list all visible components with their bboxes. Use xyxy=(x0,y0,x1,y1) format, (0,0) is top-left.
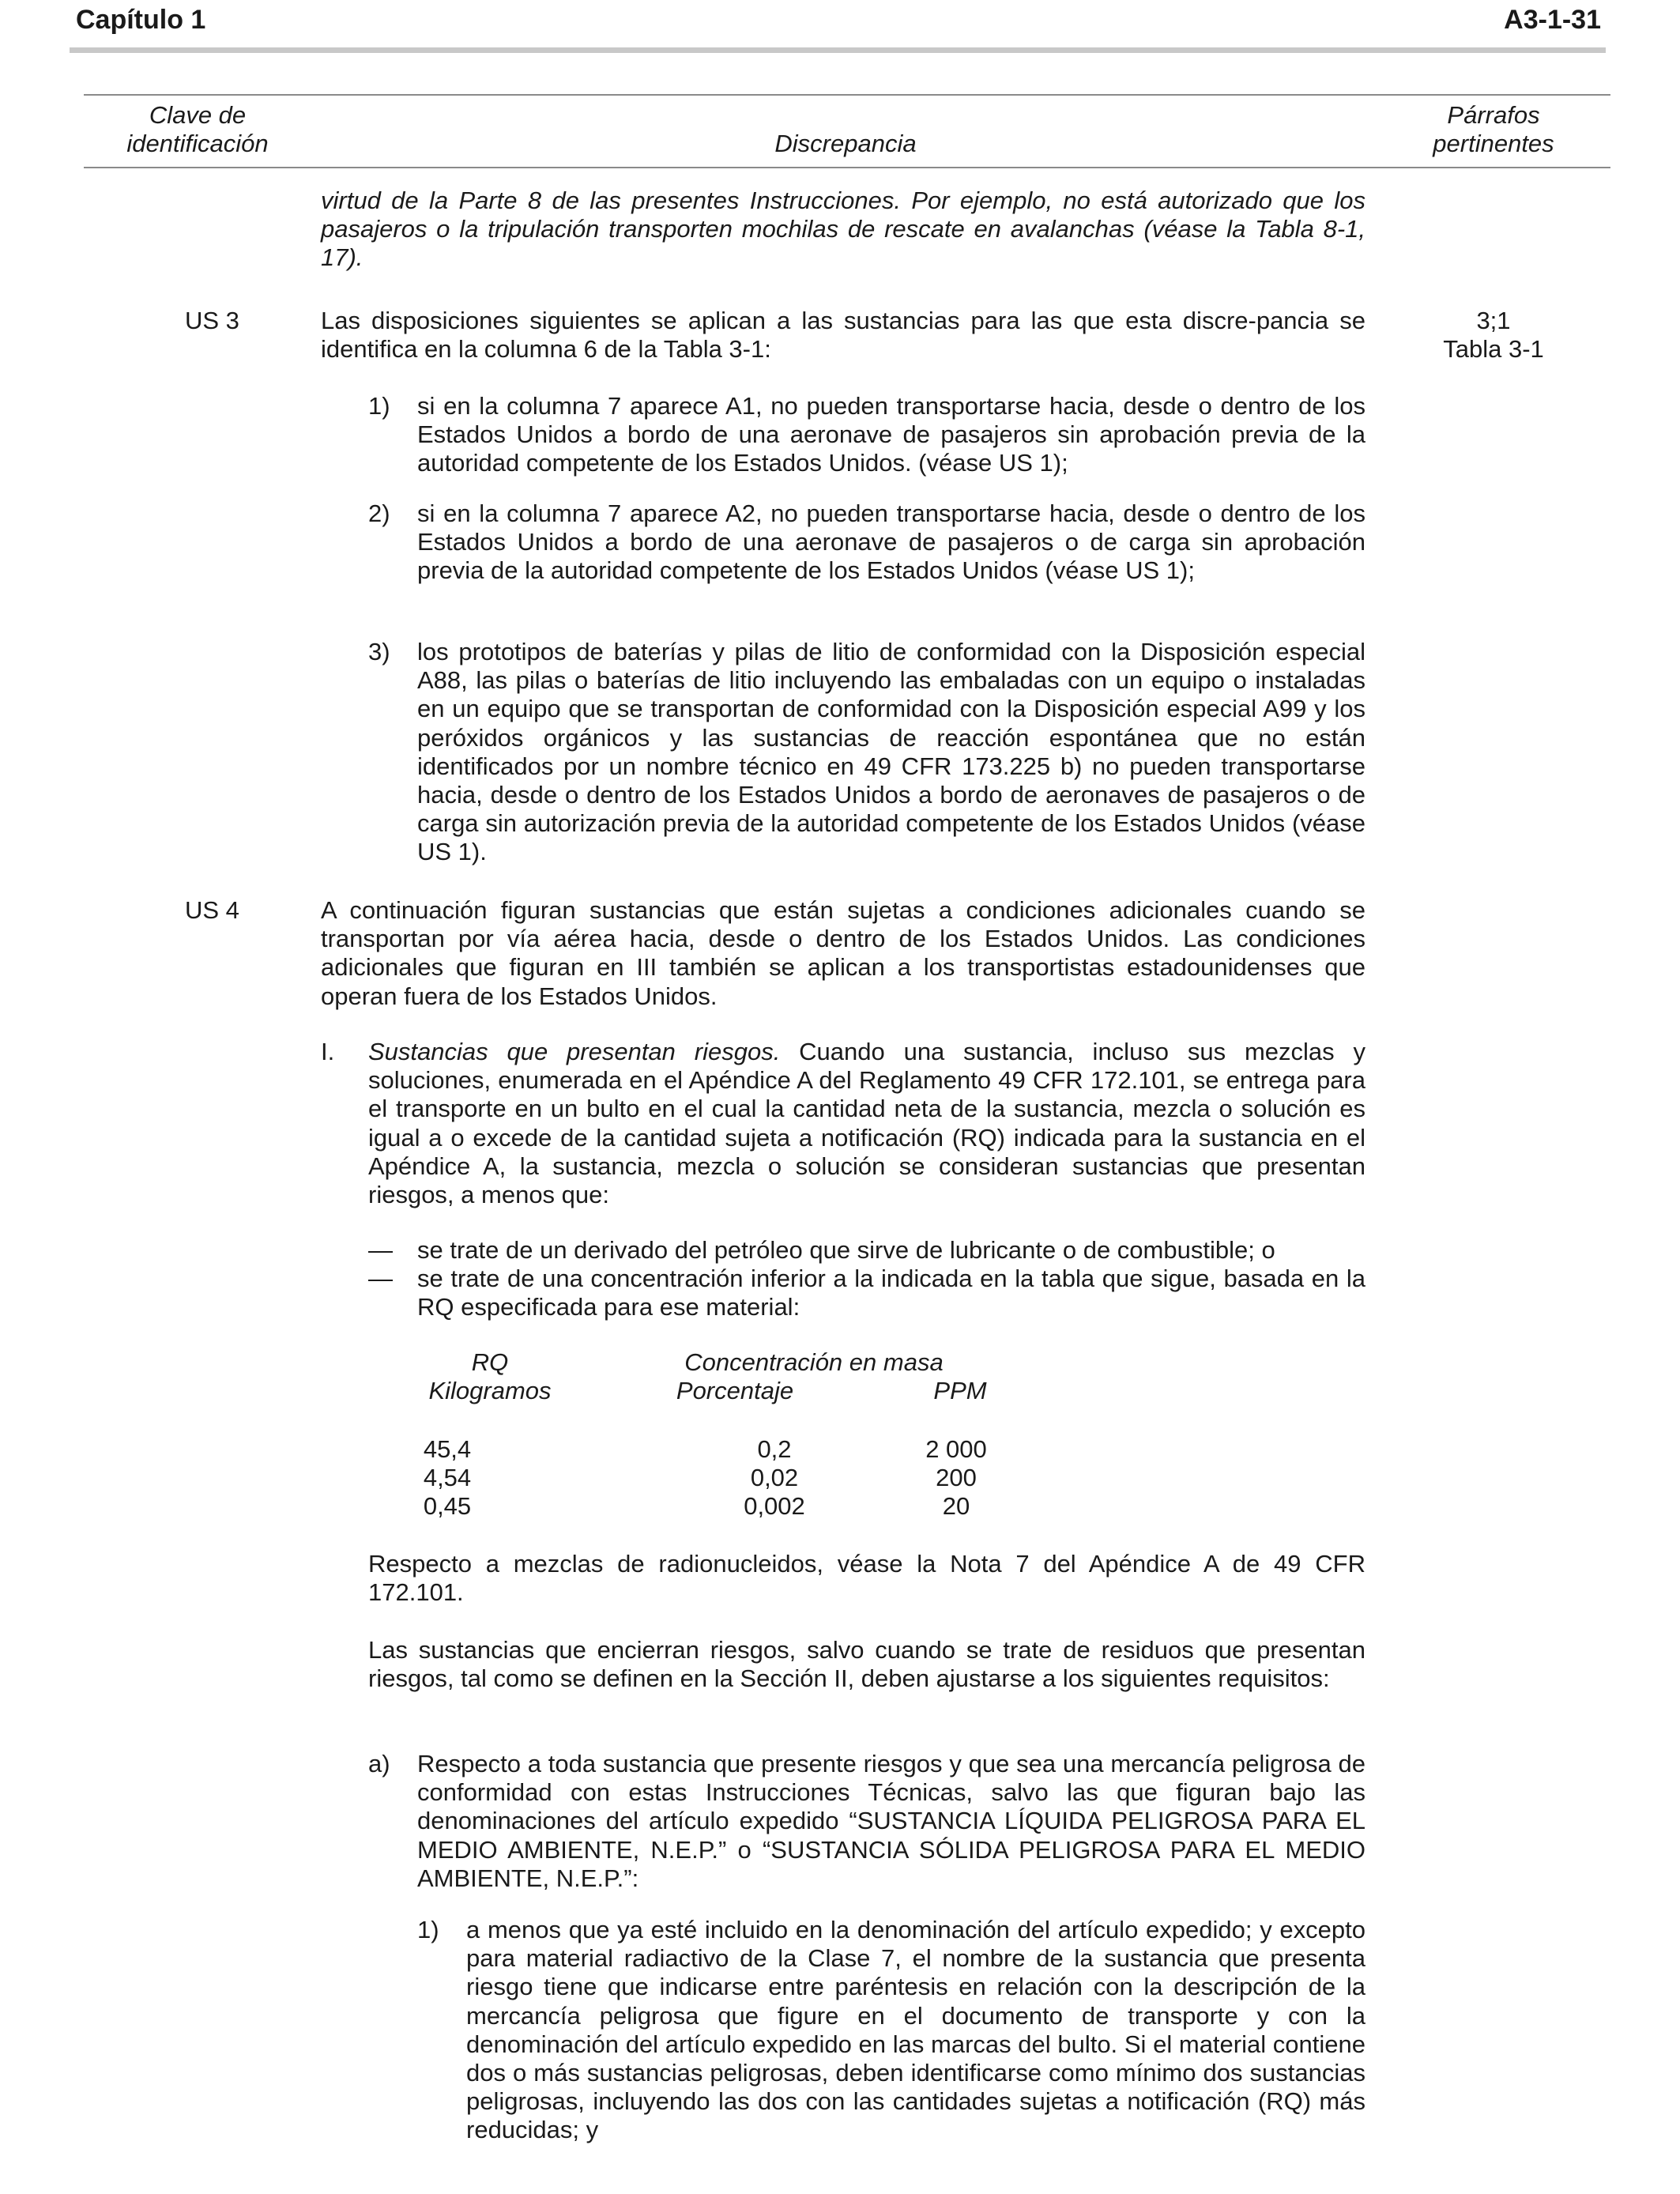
requirements-intro: Las sustancias que encierran riesgos, salvo cuando se trate de residuos que presentan riesgos, tal como se definen en la Sección II, deben ajustarse a los siguientes requisitos: xyxy=(368,1636,1365,1693)
table-cell-percent: 0,002 xyxy=(744,1492,805,1520)
continuation-text: virtud de la Parte 8 de las presentes Instrucciones. Por ejemplo, no está autorizado que los pasajeros o la tripulación transporten mochilas de rescate en avalanchas (véase la Tabla 8-1, 17). xyxy=(321,187,1365,272)
dash-1-text: se trate de un derivado del petróleo que sirve de lubricante o de combustible; o xyxy=(417,1236,1275,1264)
table-cell-ppm: 2 000 xyxy=(925,1435,987,1463)
radionuclides-note: Respecto a mezclas de radionucleidos, véase la Nota 7 del Apéndice A de 49 CFR 172.101. xyxy=(368,1550,1365,1607)
column-heading-discrepancy: Discrepancia xyxy=(774,130,917,157)
running-head-chapter: Capítulo 1 xyxy=(76,5,206,35)
column-heading-key: Clave de identificación xyxy=(126,101,269,157)
key-us3: US 3 xyxy=(185,307,239,334)
us3-item-3-number: 3) xyxy=(368,638,390,665)
table-cell-kg: 45,4 xyxy=(423,1435,472,1463)
table-cell-kg: 4,54 xyxy=(423,1464,472,1491)
item-a1-number: 1) xyxy=(417,1916,439,1943)
table-heading-kg: Kilogramos xyxy=(428,1377,552,1404)
us4-section-I-number: I. xyxy=(321,1038,335,1065)
key-us4: US 4 xyxy=(185,896,239,924)
item-a-text: Respecto a toda sustancia que presente riesgos y que sea una mercancía peligrosa de conformidad con estas Instrucciones Técnicas, salvo las que figuran bajo las denominaciones del artículo expedido “SUSTANCIA LÍQUIDA PELIGROSA PARA EL MEDIO AMBIENTE, N.E.P.” o “SUSTANCIA SÓLIDA PELIGROSA PARA EL MEDIO AMBIENTE, N.E.P.”: xyxy=(417,1750,1365,1892)
table-heading-rq: RQ xyxy=(471,1348,509,1376)
table-cell-ppm: 20 xyxy=(942,1492,970,1520)
us3-item-1-text: si en la columna 7 aparece A1, no pueden transportarse hacia, desde o dentro de los Estados Unidos a bordo de una aeronave de pasajeros sin aprobación previa de la autoridad competente de los Estados Unidos. (véase US 1); xyxy=(417,392,1365,477)
table-heading-percent: Porcentaje xyxy=(676,1377,794,1404)
us3-intro: Las disposiciones siguientes se aplican a las sustancias para las que esta discre-pancia se identifica en la columna 6 de la Tabla 3-1: xyxy=(321,307,1365,364)
table-header-rule xyxy=(84,167,1610,168)
table-cell-ppm: 200 xyxy=(936,1464,977,1491)
dash-2-mark: — xyxy=(368,1265,393,1292)
us3-item-3-text: los prototipos de baterías y pilas de litio de conformidad con la Disposición especial A88, las pilas o baterías de litio incluyendo las embaladas con un equipo o instaladas en un equipo que se transportan de conformidad con la Disposición especial A99 y los peróxidos orgánicos y las sustancias de reacción espontánea que no están identificados por un nombre técnico en 49 CFR 173.225 b) no pueden transportarse hacia, desde o dentro de los Estados Unidos a bordo de aeronaves de pasajeros o de carga sin autorización previa de la autoridad competente de los Estados Unidos (véase US 1). xyxy=(417,638,1365,866)
table-heading-concentration: Concentración en masa xyxy=(684,1348,944,1376)
us3-item-2-text: si en la columna 7 aparece A2, no pueden transportarse hacia, desde o dentro de los Estados Unidos a bordo de una aeronave de pasajeros o de carga sin aprobación previa de la autoridad competente de los Estados Unidos (véase US 1); xyxy=(417,499,1365,585)
table-cell-percent: 0,02 xyxy=(750,1464,799,1491)
table-heading-ppm: PPM xyxy=(933,1377,987,1404)
us3-item-2-number: 2) xyxy=(368,499,390,527)
us4-section-I-text xyxy=(368,1038,1365,1209)
running-head-page-number: A3-1-31 xyxy=(1504,5,1601,35)
column-heading-paragraphs: Párrafos pertinentes xyxy=(1433,101,1554,157)
table-cell-percent: 0,2 xyxy=(757,1435,792,1463)
header-rule xyxy=(70,47,1606,53)
dash-2-text: se trate de una concentración inferior a la indicada en la tabla que sigue, basada en la RQ especificada para ese material: xyxy=(417,1265,1365,1321)
item-a1-text: a menos que ya esté incluido en la denominación del artículo expedido; y excepto para material radiactivo de la Clase 7, el nombre de la sustancia que presenta riesgo tiene que indicarse entre paréntesis en relación con la descripción de la mercancía peligrosa que figure en el documento de transporte y con la denominación del artículo expedido en las marcas del bulto. Si el material contiene dos o más sustancias peligrosas, deben identificarse como mínimo dos sustancias peligrosas, incluyendo las dos con las cantidades sujetas a notificación (RQ) más reducidas; y xyxy=(466,1916,1365,2144)
us4-intro: A continuación figuran sustancias que están sujetas a condiciones adicionales cuando se transportan por vía aérea hacia, desde o dentro de los Estados Unidos. Las condiciones adicionales que figuran en III también se aplican a los transportistas estadounidenses que operan fuera de los Estados Unidos. xyxy=(321,896,1365,1010)
paragraphs-us3: 3;1 Tabla 3-1 xyxy=(1443,307,1544,363)
us4-section-I-title: Sustancias que presentan riesgos. xyxy=(368,1038,781,1065)
us4-section-I-body: Cuando una sustancia, incluso sus mezclas y soluciones, enumerada en el Apéndice A del Reglamento 49 CFR 172.101, se entrega para el transporte en un bulto en el cual la cantidad neta de la sustancia, mezcla o solución es igual a o excede de la cantidad sujeta a notificación (RQ) indicada para la sustancia en el Apéndice A, la sustancia, mezcla o solución se consideran sustancias que presentan riesgos, a menos que: xyxy=(368,1038,1365,1209)
us3-item-1-number: 1) xyxy=(368,392,390,420)
item-a-number: a) xyxy=(368,1750,390,1777)
table-top-rule xyxy=(84,94,1610,96)
table-cell-kg: 0,45 xyxy=(423,1492,472,1520)
dash-1-mark: — xyxy=(368,1236,393,1264)
